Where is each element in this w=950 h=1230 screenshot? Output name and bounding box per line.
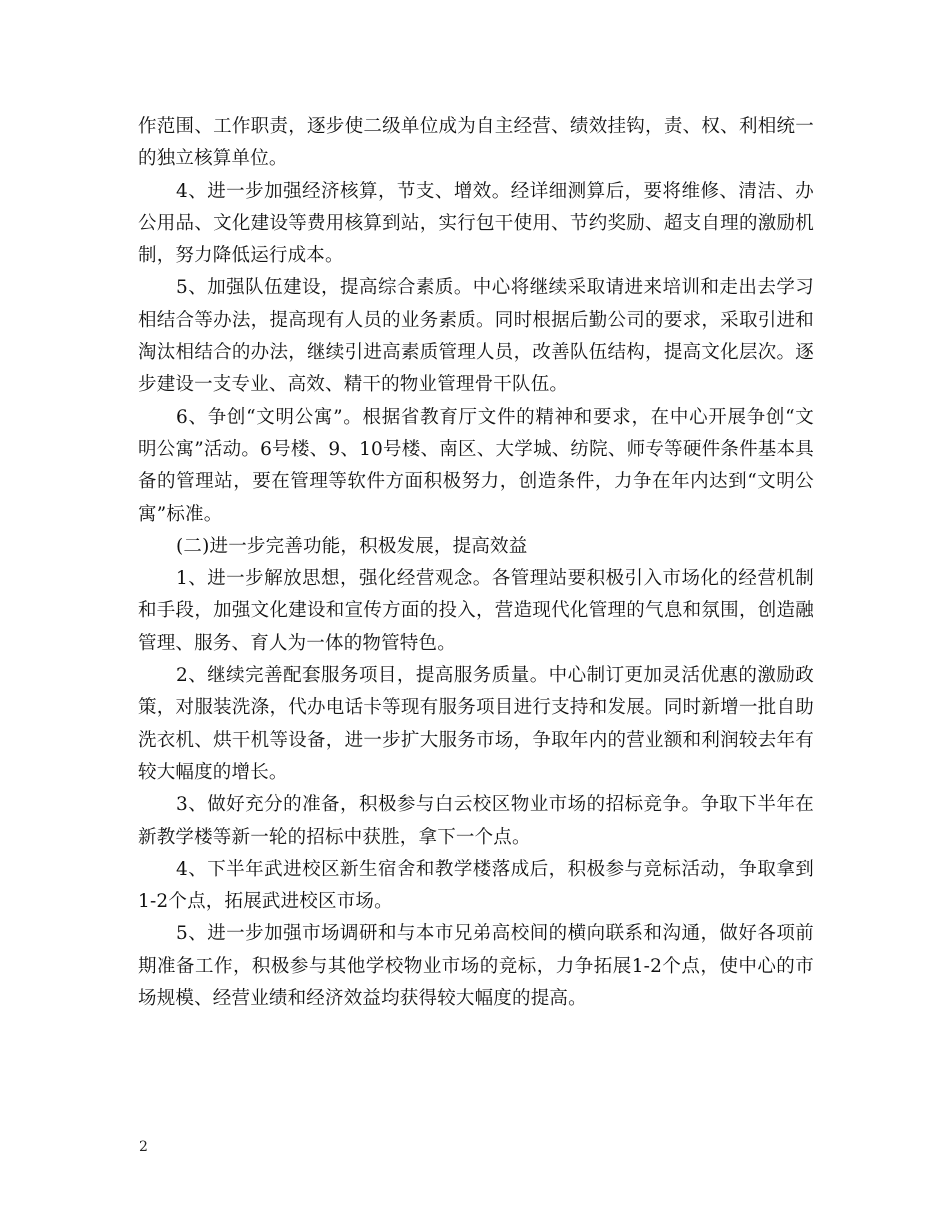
document-body <box>138 111 814 1015</box>
paragraph: 3、做好充分的准备，积极参与白云校区物业市场的招标竞争。争取下半年在新教学楼等新一轮的招标中获胜，拿下一个点。 <box>138 794 814 848</box>
section-heading: (二)进一步完善功能，积极发展，提高效益 <box>176 535 528 557</box>
paragraph: 作范围、工作职责，逐步使二级单位成为自主经营、绩效挂钩，责、权、利相统一的独立核算单位。 <box>138 116 814 170</box>
paragraph: 6、争创“文明公寓”。根据省教育厅文件的精神和要求，在中心开展争创“文明公寓”活动。6号楼、9、10号楼、南区、大学城、纺院、师专等硬件条件基本具备的管理站，要在管理等软件方面积极努力，创造条件，力争在年内达到“文明公寓”标准。 <box>138 406 814 525</box>
page-number: 2 <box>139 1139 148 1155</box>
paragraph: 4、进一步加强经济核算，节支、增效。经详细测算后，要将维修、清洁、办公用品、文化建设等费用核算到站，实行包干使用、节约奖励、超支自理的激励机制，努力降低运行成本。 <box>138 180 814 267</box>
paragraph: 1、进一步解放思想，强化经营观念。各管理站要积极引入市场化的经营机制和手段，加强文化建设和宣传方面的投入，营造现代化管理的气息和氛围，创造融管理、服务、育人为一体的物管特色。 <box>138 568 814 654</box>
paragraph: 5、加强队伍建设，提高综合素质。中心将继续采取请进来培训和走出去学习相结合等办法，提高现有人员的业务素质。同时根据后勤公司的要求，采取引进和淘汰相结合的办法，继续引进高素质管理人员，改善队伍结构，提高文化层次。逐步建设一支专业、高效、精干的物业管理骨干队伍。 <box>138 277 814 396</box>
paragraph: 5、进一步加强市场调研和与本市兄弟高校间的横向联系和沟通，做好各项前期准备工作，积极参与其他学校物业市场的竞标，力争拓展1-2个点，使中心的市场规模、经营业绩和经济效益均获得较大幅度的提高。 <box>138 923 814 1010</box>
paragraph: 2、继续完善配套服务项目，提高服务质量。中心制订更加灵活优惠的激励政策，对服装洗涤，代办电话卡等现有服务项目进行支持和发展。同时新增一批自助洗衣机、烘干机等设备，进一步扩大服务市场，争取年内的营业额和利润较去年有较大幅度的增长。 <box>138 665 814 783</box>
paragraph: 4、下半年武进校区新生宿舍和教学楼落成后，积极参与竞标活动，争取拿到1-2个点，拓展武进校区市场。 <box>138 858 814 913</box>
